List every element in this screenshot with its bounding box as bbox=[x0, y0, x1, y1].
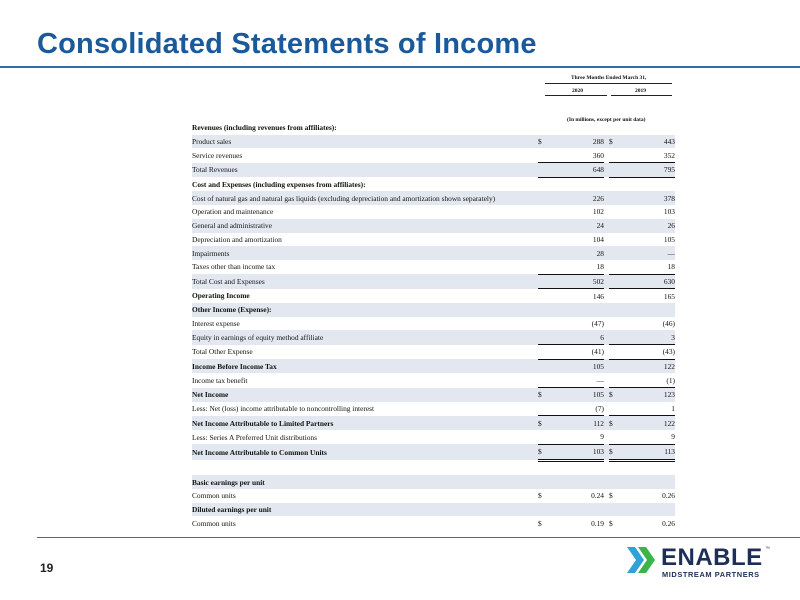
footer-divider bbox=[37, 537, 800, 538]
value-2019: 0.26 bbox=[662, 518, 675, 528]
value-2019: 3 bbox=[623, 330, 675, 344]
row-label: Equity in earnings of equity method affiliate bbox=[192, 330, 538, 344]
row-label: Total Cost and Expenses bbox=[192, 274, 538, 289]
table-row bbox=[192, 503, 675, 517]
currency-symbol-2020 bbox=[538, 274, 552, 289]
table-row bbox=[192, 416, 675, 430]
currency-symbol-2020 bbox=[538, 503, 552, 517]
value-2020: (47) bbox=[591, 318, 604, 328]
currency-symbol-2020 bbox=[538, 345, 552, 360]
row-label: Product sales bbox=[192, 135, 538, 149]
currency-symbol-2020 bbox=[538, 148, 552, 162]
table-row bbox=[192, 402, 675, 416]
currency-symbol-2020 bbox=[538, 205, 552, 219]
value-2020: 102 bbox=[592, 207, 604, 217]
currency-symbol-2019 bbox=[609, 317, 623, 331]
currency-symbol-2020: $ bbox=[538, 416, 552, 430]
value-2020: 648 bbox=[552, 163, 604, 178]
currency-symbol-2020 bbox=[538, 191, 552, 205]
units-note: (In millions, except per unit data) bbox=[567, 117, 646, 123]
currency-symbol-2019 bbox=[609, 475, 623, 489]
value-2019: 795 bbox=[623, 163, 675, 178]
currency-symbol-2019 bbox=[609, 205, 623, 219]
currency-symbol-2019: $ bbox=[609, 518, 613, 528]
currency-symbol-2020: $ bbox=[538, 518, 542, 528]
value-2019: (46) bbox=[662, 318, 675, 328]
row-label: Revenues (including revenues from affiliates): bbox=[192, 123, 337, 133]
value-2020 bbox=[552, 460, 604, 475]
table-row bbox=[192, 489, 675, 503]
row-label: Less: Net (loss) income attributable to noncontrolling interest bbox=[192, 404, 375, 414]
row-label: Net Income Attributable to Limited Partners bbox=[192, 416, 538, 430]
table-row bbox=[192, 388, 675, 402]
table-row bbox=[192, 177, 675, 191]
value-2019: 105 bbox=[663, 234, 675, 244]
value-2020: 112 bbox=[552, 416, 604, 430]
value-2019: 443 bbox=[623, 135, 675, 149]
value-2019: 26 bbox=[623, 219, 675, 233]
table-row bbox=[192, 460, 675, 475]
table-row bbox=[192, 373, 675, 387]
table-row bbox=[192, 205, 675, 219]
value-2019 bbox=[623, 121, 675, 135]
currency-symbol-2020: $ bbox=[538, 388, 552, 402]
year-2019-header: 2019 bbox=[635, 88, 646, 94]
value-2020: 103 bbox=[552, 444, 604, 460]
currency-symbol-2020 bbox=[538, 359, 552, 373]
value-2020: (41) bbox=[552, 345, 604, 360]
currency-symbol-2020 bbox=[538, 402, 552, 416]
currency-symbol-2020 bbox=[538, 460, 552, 475]
value-2019 bbox=[623, 177, 675, 191]
currency-symbol-2020 bbox=[538, 121, 552, 135]
value-2019 bbox=[623, 475, 675, 489]
table-row bbox=[192, 475, 675, 489]
value-2019: 123 bbox=[623, 388, 675, 402]
row-label: Interest expense bbox=[192, 318, 240, 328]
row-label: Income tax benefit bbox=[192, 375, 248, 385]
value-2019: 103 bbox=[663, 207, 675, 217]
row-label: Other Income (Expense): bbox=[192, 303, 538, 317]
currency-symbol-2020: $ bbox=[538, 491, 542, 501]
table-row bbox=[192, 317, 675, 331]
value-2019: 630 bbox=[623, 274, 675, 289]
table-row bbox=[192, 289, 675, 303]
value-2020 bbox=[552, 303, 604, 317]
currency-symbol-2019 bbox=[609, 345, 623, 360]
currency-symbol-2019 bbox=[609, 148, 623, 162]
value-2019: 9 bbox=[623, 430, 675, 444]
currency-symbol-2020 bbox=[538, 430, 552, 444]
value-2019: 18 bbox=[623, 260, 675, 274]
table-row bbox=[192, 345, 675, 360]
currency-symbol-2020 bbox=[538, 289, 552, 303]
row-label: Depreciation and amortization bbox=[192, 234, 282, 244]
table-row bbox=[192, 148, 675, 162]
value-2020 bbox=[552, 121, 604, 135]
value-2020: (7) bbox=[552, 402, 604, 416]
value-2020: 9 bbox=[552, 430, 604, 444]
value-2020: 18 bbox=[552, 260, 604, 274]
row-label: Impairments bbox=[192, 246, 538, 260]
currency-symbol-2019 bbox=[609, 402, 623, 416]
value-2019: (43) bbox=[623, 345, 675, 360]
currency-symbol-2019: $ bbox=[609, 491, 613, 501]
currency-symbol-2020 bbox=[538, 317, 552, 331]
value-2020: 146 bbox=[592, 291, 604, 301]
row-label: Cost and Expenses (including expenses from affiliates): bbox=[192, 179, 366, 189]
row-label: Income Before Income Tax bbox=[192, 359, 538, 373]
currency-symbol-2019 bbox=[609, 246, 623, 260]
table-row bbox=[192, 430, 675, 444]
currency-symbol-2020 bbox=[538, 177, 552, 191]
logo-wordmark: ENABLE bbox=[661, 544, 763, 571]
table-row bbox=[192, 233, 675, 247]
currency-symbol-2019 bbox=[609, 503, 623, 517]
value-2020: 105 bbox=[552, 388, 604, 402]
row-label: Diluted earnings per unit bbox=[192, 503, 538, 517]
currency-symbol-2019 bbox=[609, 460, 623, 475]
value-2019: 1 bbox=[623, 402, 675, 416]
currency-symbol-2020 bbox=[538, 475, 552, 489]
row-label: Net Income Attributable to Common Units bbox=[192, 444, 538, 460]
value-2020: 226 bbox=[552, 191, 604, 205]
currency-symbol-2019 bbox=[609, 330, 623, 344]
value-2019: 352 bbox=[623, 148, 675, 162]
table-row bbox=[192, 135, 675, 149]
value-2020: 288 bbox=[552, 135, 604, 149]
value-2020: 104 bbox=[592, 234, 604, 244]
table-row bbox=[192, 303, 675, 317]
row-label: Service revenues bbox=[192, 150, 243, 160]
currency-symbol-2019 bbox=[609, 303, 623, 317]
table-row bbox=[192, 121, 675, 135]
row-label: Common units bbox=[192, 518, 236, 528]
value-2020: 6 bbox=[552, 330, 604, 344]
year-2019-underline bbox=[611, 95, 672, 96]
value-2019 bbox=[623, 303, 675, 317]
currency-symbol-2019 bbox=[609, 274, 623, 289]
year-2020-header: 2020 bbox=[572, 88, 583, 94]
table-row bbox=[192, 163, 675, 178]
currency-symbol-2020 bbox=[538, 219, 552, 233]
value-2019 bbox=[623, 503, 675, 517]
row-label: Net Income bbox=[192, 388, 538, 402]
value-2020: 360 bbox=[552, 148, 604, 162]
table-row bbox=[192, 260, 675, 274]
value-2019: — bbox=[623, 246, 675, 260]
row-label: Operating Income bbox=[192, 291, 250, 301]
currency-symbol-2019: $ bbox=[609, 444, 623, 460]
row-label: Total Revenues bbox=[192, 163, 538, 178]
currency-symbol-2020 bbox=[538, 303, 552, 317]
currency-symbol-2020 bbox=[538, 246, 552, 260]
row-label: Total Other Expense bbox=[192, 347, 253, 357]
currency-symbol-2019 bbox=[609, 289, 623, 303]
table-row bbox=[192, 274, 675, 289]
value-2020 bbox=[552, 475, 604, 489]
currency-symbol-2019: $ bbox=[609, 416, 623, 430]
currency-symbol-2019 bbox=[609, 121, 623, 135]
table-row bbox=[192, 246, 675, 260]
value-2019: 378 bbox=[623, 191, 675, 205]
value-2019: 122 bbox=[623, 359, 675, 373]
table-row bbox=[192, 191, 675, 205]
row-label bbox=[192, 460, 538, 475]
income-statement-table bbox=[192, 121, 675, 530]
row-label: Operation and maintenance bbox=[192, 207, 274, 217]
page-number: 19 bbox=[40, 561, 54, 575]
value-2020: 105 bbox=[552, 359, 604, 373]
currency-symbol-2019 bbox=[609, 233, 623, 247]
table-row bbox=[192, 516, 675, 530]
year-2020-underline bbox=[545, 95, 607, 96]
currency-symbol-2019 bbox=[609, 359, 623, 373]
currency-symbol-2019 bbox=[609, 219, 623, 233]
currency-symbol-2020 bbox=[538, 233, 552, 247]
currency-symbol-2020 bbox=[538, 330, 552, 344]
value-2020: 28 bbox=[552, 246, 604, 260]
currency-symbol-2020 bbox=[538, 373, 552, 387]
table-row bbox=[192, 330, 675, 344]
currency-symbol-2019 bbox=[609, 191, 623, 205]
currency-symbol-2019 bbox=[609, 373, 623, 387]
row-label: General and administrative bbox=[192, 219, 538, 233]
table-row bbox=[192, 359, 675, 373]
row-label: Common units bbox=[192, 491, 236, 501]
table-row bbox=[192, 219, 675, 233]
value-2020: 0.24 bbox=[591, 491, 604, 501]
value-2020: 0.19 bbox=[591, 518, 604, 528]
currency-symbol-2019 bbox=[609, 177, 623, 191]
enable-logo bbox=[625, 539, 775, 587]
currency-symbol-2019 bbox=[609, 163, 623, 178]
logo-tagline: MIDSTREAM PARTNERS bbox=[662, 570, 760, 579]
period-header: Three Months Ended March 31, bbox=[571, 75, 647, 81]
currency-symbol-2019: $ bbox=[609, 135, 623, 149]
value-2020 bbox=[552, 177, 604, 191]
period-underline bbox=[545, 83, 672, 84]
currency-symbol-2019: $ bbox=[609, 388, 623, 402]
value-2019 bbox=[623, 460, 675, 475]
currency-symbol-2020: $ bbox=[538, 135, 552, 149]
value-2019: 113 bbox=[623, 444, 675, 460]
title-divider bbox=[0, 66, 800, 68]
currency-symbol-2020 bbox=[538, 260, 552, 274]
row-label: Taxes other than income tax bbox=[192, 262, 276, 272]
value-2019: 165 bbox=[663, 291, 675, 301]
value-2019: (1) bbox=[623, 373, 675, 387]
currency-symbol-2020: $ bbox=[538, 444, 552, 460]
value-2020: 502 bbox=[552, 274, 604, 289]
row-label: Less: Series A Preferred Unit distributions bbox=[192, 432, 318, 442]
value-2019: 0.26 bbox=[662, 491, 675, 501]
logo-trademark: ™ bbox=[765, 546, 770, 552]
row-label: Cost of natural gas and natural gas liquids (excluding depreciation and amortization shown separately) bbox=[192, 191, 538, 205]
value-2020 bbox=[552, 503, 604, 517]
row-label: Basic earnings per unit bbox=[192, 475, 538, 489]
value-2019: 122 bbox=[623, 416, 675, 430]
table-row bbox=[192, 444, 675, 460]
slide-title: Consolidated Statements of Income bbox=[37, 28, 537, 60]
currency-symbol-2019 bbox=[609, 430, 623, 444]
value-2020: 24 bbox=[552, 219, 604, 233]
currency-symbol-2020 bbox=[538, 163, 552, 178]
chevron-logo-icon bbox=[625, 543, 659, 577]
value-2020: — bbox=[552, 373, 604, 387]
currency-symbol-2019 bbox=[609, 260, 623, 274]
